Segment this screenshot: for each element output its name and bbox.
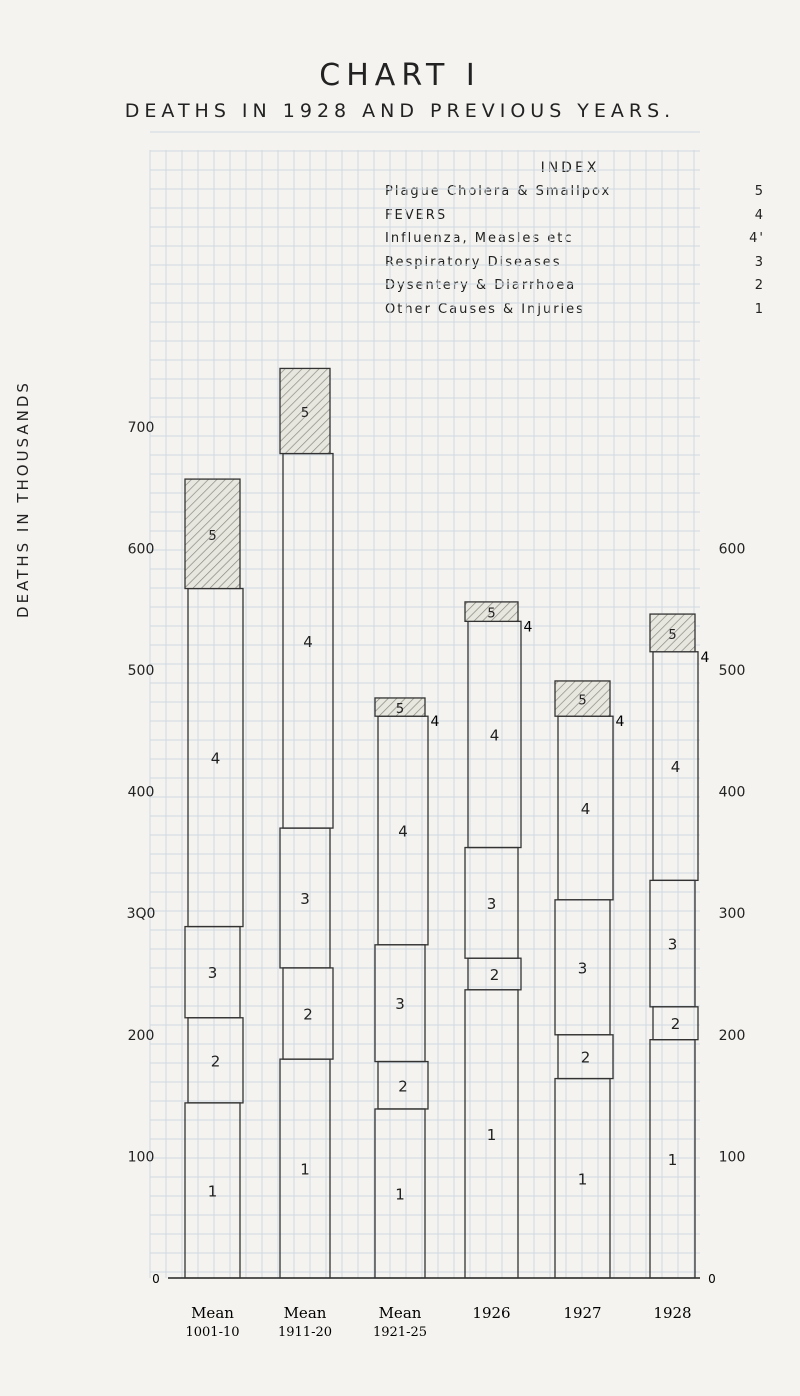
legend-code: 2 — [754, 278, 765, 293]
legend-label: Dysentery & Diarrhoea — [385, 278, 577, 293]
legend-label: Influenza, Measles etc — [385, 231, 574, 246]
legend-code: 4' — [749, 231, 765, 246]
legend-title: INDEX — [540, 160, 600, 176]
bar-segment-label: 3 — [300, 890, 310, 908]
bar-group — [465, 602, 533, 1322]
chart-title: CHART I — [319, 58, 481, 93]
y-tick-label-left: 3Q0 — [126, 906, 156, 923]
bar-segment-label: 2 — [670, 1015, 681, 1034]
bar-segment-label: 3 — [486, 894, 497, 913]
y-tick-label-left: 100 — [127, 1149, 155, 1166]
y-tick-label-left: 400 — [127, 784, 155, 801]
y-tick-label-left: 500 — [127, 663, 155, 679]
x-tick-label-line2: 1921-25 — [372, 1325, 428, 1340]
y-tick-label-right: 300 — [718, 906, 746, 923]
zero-label-left: 0 — [152, 1272, 160, 1286]
y-tick-label-left: 700 — [127, 419, 155, 436]
legend-code: 3 — [754, 254, 765, 270]
x-tick-label: Mean — [191, 1304, 234, 1322]
bar-segment-label: 3 — [667, 935, 678, 954]
legend-label: Other Causes & Injuries — [385, 301, 585, 317]
x-tick-label: 1927 — [563, 1304, 602, 1322]
bar-segment-label: 2 — [303, 1005, 313, 1024]
bar-segment-label: 2 — [580, 1048, 591, 1067]
legend-code: 1 — [754, 301, 765, 317]
bar-segment-label: 4 — [398, 822, 408, 841]
x-tick-label: Mean — [378, 1304, 422, 1322]
side-label-4prime: 4 — [615, 714, 625, 731]
bar-segment-label: 1 — [207, 1182, 218, 1201]
bar-segment-label: 1 — [577, 1170, 588, 1189]
legend-code: 5 — [754, 184, 765, 199]
bar-segment-label: 3 — [577, 959, 588, 978]
y-tick-label-right: 600 — [718, 541, 746, 558]
bar-segment-label: 2 — [489, 966, 500, 984]
y-tick-label-left: 600 — [127, 541, 155, 558]
bar-segment-label: 5 — [208, 528, 217, 544]
bar-segment-label: 5 — [300, 405, 310, 421]
x-tick-label: 1926 — [472, 1304, 511, 1322]
y-tick-label-right: 400 — [718, 784, 746, 801]
bar-segment-label: 3 — [207, 964, 218, 983]
x-tick-label-line2: 1001-10 — [185, 1325, 240, 1340]
bar-segment-label: 2 — [210, 1052, 221, 1071]
bar-segment-label: 5 — [487, 606, 496, 622]
bar-segment-label: 5 — [668, 627, 677, 643]
x-tick-label: Mean — [283, 1304, 327, 1322]
y-tick-label-right: 100 — [718, 1149, 746, 1166]
y-axis-label: DEATHS IN THOUSANDS — [14, 380, 32, 618]
bar-segment-label: 5 — [395, 702, 405, 718]
legend-label: Plague Cholera & Smallpox — [385, 184, 612, 199]
bar-segment-label: 5 — [578, 693, 587, 709]
bar-segment-label: 4 — [580, 800, 591, 819]
side-label-4prime: 4 — [523, 619, 533, 636]
bar-segment-label: 3 — [395, 995, 405, 1014]
bar-segment-label: 1 — [667, 1150, 678, 1169]
y-tick-label-right: 500 — [718, 663, 746, 679]
bar-segment-label: 1 — [300, 1160, 310, 1179]
x-tick-label: 1928 — [653, 1304, 692, 1322]
bar-segment-label: 2 — [398, 1077, 408, 1096]
bar-segment-label: 4 — [670, 758, 681, 777]
bar-segment-label: 4 — [303, 632, 313, 651]
zero-label-right: 0 — [708, 1272, 716, 1286]
x-tick-label-line2: 1911-20 — [277, 1325, 333, 1340]
bar-segment-label: 1 — [395, 1185, 405, 1204]
y-tick-label-left: 200 — [127, 1027, 155, 1044]
legend-code: 4 — [754, 207, 765, 223]
chart-subtitle: DEATHS IN 1928 AND PREVIOUS YEARS. — [124, 100, 676, 122]
bar-segment-label: 4 — [489, 726, 500, 745]
bar-segment-label: 4 — [210, 749, 221, 768]
side-label-4prime: 4 — [430, 714, 440, 731]
side-label-4prime: 4 — [700, 649, 710, 666]
bar-segment-label: 1 — [486, 1125, 497, 1144]
legend-label: Respiratory Diseases — [385, 254, 562, 270]
legend-label: FEVERS — [385, 207, 448, 223]
y-tick-label-right: 200 — [718, 1027, 746, 1044]
